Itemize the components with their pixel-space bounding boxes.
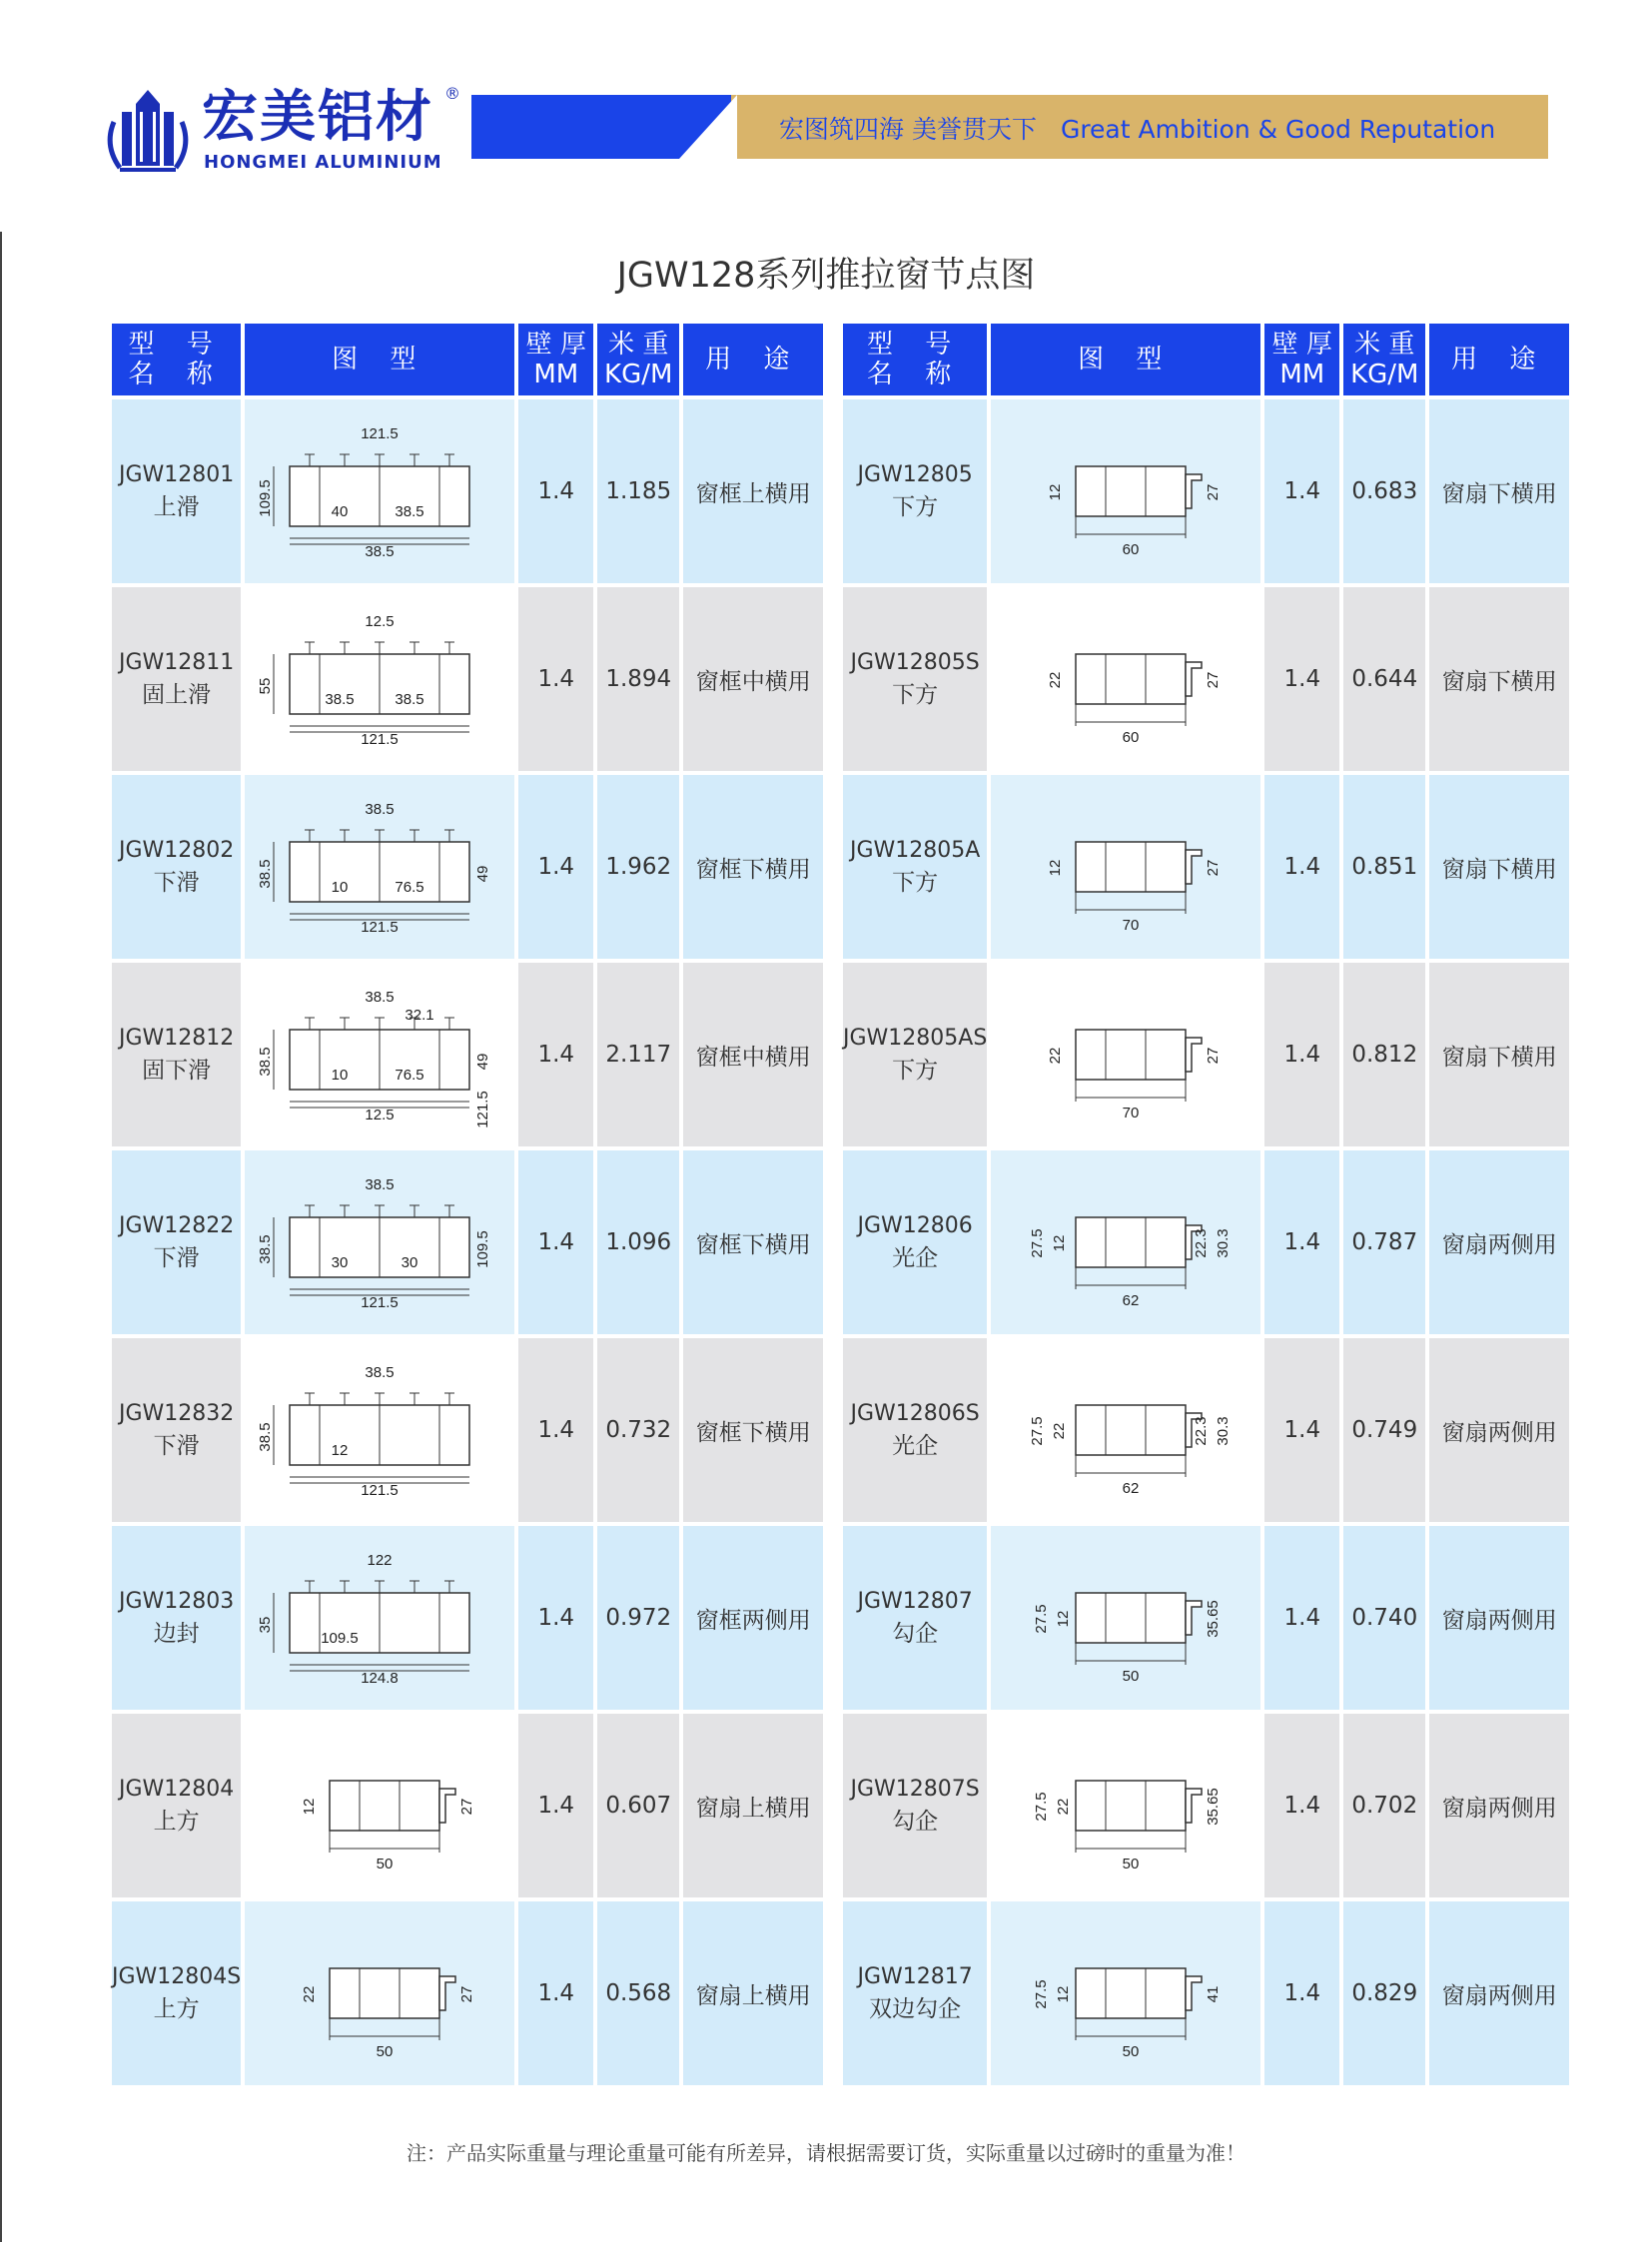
weight-cell: 1.185 — [597, 399, 679, 583]
model-cell — [843, 399, 987, 583]
table-row — [112, 1714, 823, 1897]
dimension-label: 109.5 — [321, 1630, 360, 1647]
dimension-label: 12 — [1047, 483, 1065, 501]
use-cell: 窗扇两侧用 — [1429, 1150, 1569, 1334]
dimension-label: 27.5 — [1033, 1792, 1051, 1822]
profile-drawing — [257, 980, 499, 1129]
brand-name-cn: 宏美铝材 — [202, 85, 433, 150]
table-row — [843, 1714, 1569, 1897]
model-name: 下方 — [892, 494, 939, 520]
shape-cell — [245, 1338, 514, 1522]
weight-cell: 2.117 — [597, 963, 679, 1146]
thickness-cell: 1.4 — [1264, 587, 1339, 771]
table-row — [843, 587, 1569, 771]
dimension-label: 12 — [1047, 859, 1065, 877]
dimension-label: 122 — [367, 1552, 393, 1569]
model-cell — [112, 399, 241, 583]
header-model-name: 型 号 名 称 — [112, 324, 241, 395]
profile-drawing — [1006, 1167, 1245, 1317]
table-row — [843, 1901, 1569, 2085]
model-code: JGW12805 — [857, 462, 973, 487]
model-cell — [843, 1901, 987, 2085]
use-cell: 窗扇下横用 — [1429, 399, 1569, 583]
model-name: 上方 — [153, 1996, 200, 2022]
model-cell — [112, 1338, 241, 1522]
shape-cell — [991, 1526, 1260, 1710]
weight-cell: 1.894 — [597, 587, 679, 771]
thickness-cell: 1.4 — [1264, 1526, 1339, 1710]
dimension-label: 38.5 — [257, 859, 275, 889]
table-row — [843, 1526, 1569, 1710]
shape-cell — [245, 1150, 514, 1334]
model-name: 下方 — [892, 870, 939, 896]
footnote: 注：产品实际重量与理论重量可能有所差异，请根据需要订货，实际重量以过磅时的重量为准！ — [407, 2141, 1245, 2165]
table-row — [112, 775, 823, 959]
weight-cell: 0.683 — [1343, 399, 1425, 583]
dimension-label: 22 — [1051, 1422, 1069, 1440]
dimension-label: 22.3 — [1193, 1416, 1211, 1446]
profile-drawing — [1006, 1543, 1245, 1693]
dimension-label: 38.5 — [365, 989, 395, 1006]
dimension-label: 38.5 — [365, 543, 395, 560]
registered-mark: ® — [444, 84, 460, 103]
use-cell: 窗框上横用 — [683, 399, 823, 583]
dimension-label: 109.5 — [474, 1230, 492, 1268]
profile-drawing — [257, 604, 499, 754]
model-name: 固下滑 — [142, 1058, 212, 1084]
shape-cell — [245, 399, 514, 583]
model-code: JGW12807S — [850, 1777, 980, 1802]
weight-cell: 0.568 — [597, 1901, 679, 2085]
use-cell: 窗扇两侧用 — [1429, 1901, 1569, 2085]
thickness-cell: 1.4 — [1264, 775, 1339, 959]
dimension-label: 30 — [331, 1254, 349, 1271]
dimension-label: 121.5 — [361, 1294, 400, 1311]
header-model-name: 型 号 名 称 — [843, 324, 987, 395]
band-divider — [679, 95, 737, 159]
weight-cell: 0.740 — [1343, 1526, 1425, 1710]
model-code: JGW12807 — [857, 1589, 973, 1614]
dimension-label: 27 — [1205, 859, 1223, 877]
header-use: 用 途 — [683, 324, 823, 395]
model-cell — [843, 1714, 987, 1897]
profile-drawing — [1006, 416, 1245, 566]
dimension-label: 121.5 — [474, 1091, 492, 1128]
dimension-label: 12 — [1055, 1985, 1073, 2003]
thickness-cell: 1.4 — [1264, 1338, 1339, 1522]
shape-cell — [991, 1714, 1260, 1897]
dimension-label: 35.65 — [1205, 1788, 1223, 1826]
dimension-label: 30 — [401, 1254, 418, 1271]
weight-cell: 0.702 — [1343, 1714, 1425, 1897]
dimension-label: 12 — [331, 1442, 349, 1459]
dimension-label: 60 — [1122, 541, 1140, 558]
table-row — [112, 587, 823, 771]
weight-cell: 1.962 — [597, 775, 679, 959]
table-row — [843, 1338, 1569, 1522]
model-cell — [843, 587, 987, 771]
header-weight: 米 重 KG/M — [597, 324, 679, 395]
dimension-label: 12 — [1051, 1234, 1069, 1252]
weight-cell: 0.607 — [597, 1714, 679, 1897]
thickness-cell: 1.4 — [518, 963, 593, 1146]
thickness-cell: 1.4 — [1264, 1901, 1339, 2085]
table-row — [843, 1150, 1569, 1334]
profile-drawing — [1006, 1731, 1245, 1880]
model-cell — [843, 963, 987, 1146]
dimension-label: 27.5 — [1033, 1979, 1051, 2009]
dimension-label: 10 — [331, 879, 349, 896]
brand-logo — [100, 82, 459, 182]
dimension-label: 22 — [1047, 671, 1065, 689]
model-cell — [112, 1714, 241, 1897]
use-cell: 窗框下横用 — [683, 1338, 823, 1522]
model-name: 勾企 — [892, 1809, 939, 1835]
use-cell: 窗扇下横用 — [1429, 587, 1569, 771]
dimension-label: 12 — [301, 1798, 319, 1816]
thickness-cell: 1.4 — [518, 587, 593, 771]
slogan — [779, 110, 1495, 146]
model-code: JGW12832 — [118, 1401, 235, 1426]
dimension-label: 32.1 — [405, 1007, 434, 1024]
shape-cell — [991, 1150, 1260, 1334]
use-cell: 窗扇两侧用 — [1429, 1526, 1569, 1710]
logo-emblem-icon — [100, 82, 196, 178]
use-cell: 窗框两侧用 — [683, 1526, 823, 1710]
table-row — [112, 963, 823, 1146]
profile-drawing — [257, 1167, 499, 1317]
dimension-label: 27.5 — [1033, 1604, 1051, 1634]
dimension-label: 12.5 — [365, 613, 395, 630]
page-title: JGW128系列推拉窗节点图 — [616, 256, 1036, 296]
model-code: JGW12803 — [118, 1589, 235, 1614]
dimension-label: 55 — [257, 677, 275, 695]
table-row — [112, 399, 823, 583]
model-cell — [112, 1901, 241, 2085]
table-row — [112, 1338, 823, 1522]
table-row — [112, 1901, 823, 2085]
model-cell — [112, 963, 241, 1146]
model-name: 下方 — [892, 1058, 939, 1084]
shape-cell — [991, 1901, 1260, 2085]
header-shape: 图 型 — [991, 324, 1260, 395]
dimension-label: 121.5 — [361, 919, 400, 936]
dimension-label: 50 — [376, 1856, 394, 1872]
model-name: 下滑 — [153, 1245, 200, 1271]
model-code: JGW12822 — [118, 1213, 235, 1238]
dimension-label: 62 — [1122, 1480, 1140, 1497]
use-cell: 窗扇两侧用 — [1429, 1714, 1569, 1897]
weight-cell: 0.829 — [1343, 1901, 1425, 2085]
dimension-label: 30.3 — [1215, 1416, 1233, 1446]
profile-drawing — [1006, 604, 1245, 754]
use-cell: 窗扇下横用 — [1429, 963, 1569, 1146]
shape-cell — [991, 963, 1260, 1146]
model-cell — [112, 1150, 241, 1334]
model-cell — [112, 775, 241, 959]
dimension-label: 22 — [301, 1985, 319, 2003]
dimension-label: 60 — [1122, 729, 1140, 746]
thickness-cell: 1.4 — [518, 1714, 593, 1897]
thickness-cell: 1.4 — [1264, 1714, 1339, 1897]
model-code: JGW12817 — [857, 1964, 973, 1989]
weight-cell: 0.787 — [1343, 1150, 1425, 1334]
dimension-label: 12.5 — [365, 1107, 395, 1123]
model-code: JGW12801 — [118, 462, 235, 487]
thickness-cell: 1.4 — [1264, 963, 1339, 1146]
dimension-label: 50 — [1122, 2043, 1140, 2060]
dimension-label: 70 — [1122, 1105, 1140, 1121]
shape-cell — [245, 775, 514, 959]
weight-cell: 0.644 — [1343, 587, 1425, 771]
model-cell — [843, 1338, 987, 1522]
dimension-label: 38.5 — [257, 1234, 275, 1264]
model-code: JGW12811 — [118, 650, 235, 675]
dimension-label: 38.5 — [365, 1176, 395, 1193]
dimension-label: 50 — [1122, 1668, 1140, 1685]
weight-cell: 0.732 — [597, 1338, 679, 1522]
model-code: JGW12802 — [118, 838, 235, 863]
shape-cell — [245, 587, 514, 771]
profile-drawing — [1006, 1355, 1245, 1505]
dimension-label: 49 — [474, 865, 492, 883]
shape-cell — [991, 1338, 1260, 1522]
profile-drawing — [1006, 792, 1245, 942]
dimension-label: 124.8 — [361, 1670, 400, 1687]
shape-cell — [245, 1526, 514, 1710]
dimension-label: 121.5 — [361, 1482, 400, 1499]
table-row — [112, 1150, 823, 1334]
profile-drawing — [260, 1731, 499, 1880]
header-thickness: 壁 厚 MM — [1264, 324, 1339, 395]
model-name: 光企 — [892, 1433, 939, 1459]
weight-cell: 0.851 — [1343, 775, 1425, 959]
shape-cell — [245, 963, 514, 1146]
model-code: JGW12806S — [850, 1401, 980, 1426]
profile-drawing — [257, 1355, 499, 1505]
dimension-label: 38.5 — [365, 801, 395, 818]
use-cell: 窗扇下横用 — [1429, 775, 1569, 959]
use-cell: 窗框下横用 — [683, 1150, 823, 1334]
profile-drawing — [257, 792, 499, 942]
profile-drawing — [257, 416, 499, 566]
dimension-label: 27 — [1205, 671, 1223, 689]
profile-table-right — [839, 320, 1573, 2089]
thickness-cell: 1.4 — [518, 399, 593, 583]
thickness-cell: 1.4 — [1264, 1150, 1339, 1334]
profile-drawing — [1006, 980, 1245, 1129]
dimension-label: 35.65 — [1205, 1600, 1223, 1638]
header-weight: 米 重 KG/M — [1343, 324, 1425, 395]
model-name: 上滑 — [153, 494, 200, 520]
dimension-label: 40 — [331, 503, 349, 520]
use-cell: 窗框中横用 — [683, 963, 823, 1146]
dimension-label: 109.5 — [257, 479, 275, 517]
dimension-label: 38.5 — [365, 1364, 395, 1381]
model-name: 上方 — [153, 1809, 200, 1835]
dimension-label: 76.5 — [395, 1067, 424, 1084]
model-code: JGW12806 — [857, 1213, 973, 1238]
dimension-label: 22.3 — [1193, 1228, 1211, 1258]
use-cell: 窗框中横用 — [683, 587, 823, 771]
dimension-label: 22 — [1047, 1047, 1065, 1065]
dimension-label: 62 — [1122, 1292, 1140, 1309]
thickness-cell: 1.4 — [1264, 399, 1339, 583]
table-row — [843, 963, 1569, 1146]
model-code: JGW12805A — [849, 838, 981, 863]
shape-cell — [991, 399, 1260, 583]
shape-cell — [245, 1901, 514, 2085]
model-cell — [843, 775, 987, 959]
dimension-label: 49 — [474, 1053, 492, 1071]
dimension-label: 27 — [458, 1798, 476, 1816]
model-cell — [112, 1526, 241, 1710]
model-name: 勾企 — [892, 1621, 939, 1647]
use-cell: 窗扇上横用 — [683, 1901, 823, 2085]
use-cell: 窗框下横用 — [683, 775, 823, 959]
dimension-label: 38.5 — [257, 1422, 275, 1452]
table-row — [843, 399, 1569, 583]
use-cell: 窗扇两侧用 — [1429, 1338, 1569, 1522]
header-use: 用 途 — [1429, 324, 1569, 395]
header — [0, 0, 1652, 180]
profile-table-left — [108, 320, 827, 2089]
model-cell — [112, 587, 241, 771]
model-name: 固上滑 — [142, 682, 212, 708]
dimension-label: 27 — [458, 1985, 476, 2003]
shape-cell — [991, 775, 1260, 959]
model-code: JGW12805S — [850, 650, 980, 675]
dimension-label: 35 — [257, 1616, 275, 1634]
dimension-label: 76.5 — [395, 879, 424, 896]
shape-cell — [245, 1714, 514, 1897]
brand-name-en: HONGMEI ALUMINIUM — [204, 152, 442, 173]
model-name: 边封 — [153, 1621, 200, 1647]
table-row — [112, 1526, 823, 1710]
weight-cell: 0.749 — [1343, 1338, 1425, 1522]
dimension-label: 38.5 — [257, 1047, 275, 1077]
profile-drawing — [257, 1543, 499, 1693]
table-row — [843, 775, 1569, 959]
dimension-label: 121.5 — [361, 425, 400, 442]
dimension-label: 38.5 — [395, 691, 424, 708]
dimension-label: 41 — [1205, 1985, 1223, 2003]
slogan-en: Great Ambition & Good Reputation — [1060, 115, 1496, 144]
slogan-cn: 宏图筑四海 美誉贯天下 — [779, 115, 1037, 144]
model-name: 光企 — [892, 1245, 939, 1271]
dimension-label: 27.5 — [1029, 1228, 1047, 1258]
model-name: 下方 — [892, 682, 939, 708]
dimension-label: 38.5 — [395, 503, 424, 520]
use-cell: 窗扇上横用 — [683, 1714, 823, 1897]
dimension-label: 10 — [331, 1067, 349, 1084]
dimension-label: 27 — [1205, 1047, 1223, 1065]
header-thickness: 壁 厚 MM — [518, 324, 593, 395]
thickness-cell: 1.4 — [518, 1150, 593, 1334]
profile-drawing — [260, 1918, 499, 2068]
model-name: 双边勾企 — [869, 1996, 962, 2022]
thickness-cell: 1.4 — [518, 1901, 593, 2085]
header-shape: 图 型 — [245, 324, 514, 395]
model-name: 下滑 — [153, 1433, 200, 1459]
dimension-label: 30.3 — [1215, 1228, 1233, 1258]
model-name: 下滑 — [153, 870, 200, 896]
model-code: JGW12804S — [112, 1964, 242, 1989]
page-border — [0, 232, 2, 2242]
dimension-label: 121.5 — [361, 731, 400, 748]
model-code: JGW12805AS — [843, 1026, 988, 1051]
weight-cell: 1.096 — [597, 1150, 679, 1334]
weight-cell: 0.972 — [597, 1526, 679, 1710]
dimension-label: 50 — [1122, 1856, 1140, 1872]
dimension-label: 27 — [1205, 483, 1223, 501]
shape-cell — [991, 587, 1260, 771]
thickness-cell: 1.4 — [518, 1338, 593, 1522]
weight-cell: 0.812 — [1343, 963, 1425, 1146]
model-cell — [843, 1150, 987, 1334]
thickness-cell: 1.4 — [518, 1526, 593, 1710]
dimension-label: 22 — [1055, 1798, 1073, 1816]
dimension-label: 38.5 — [325, 691, 355, 708]
model-code: JGW12804 — [118, 1777, 235, 1802]
model-cell — [843, 1526, 987, 1710]
model-code: JGW12812 — [118, 1026, 235, 1051]
dimension-label: 50 — [376, 2043, 394, 2060]
dimension-label: 12 — [1055, 1610, 1073, 1628]
dimension-label: 27.5 — [1029, 1416, 1047, 1446]
dimension-label: 70 — [1122, 917, 1140, 934]
thickness-cell: 1.4 — [518, 775, 593, 959]
profile-drawing — [1006, 1918, 1245, 2068]
